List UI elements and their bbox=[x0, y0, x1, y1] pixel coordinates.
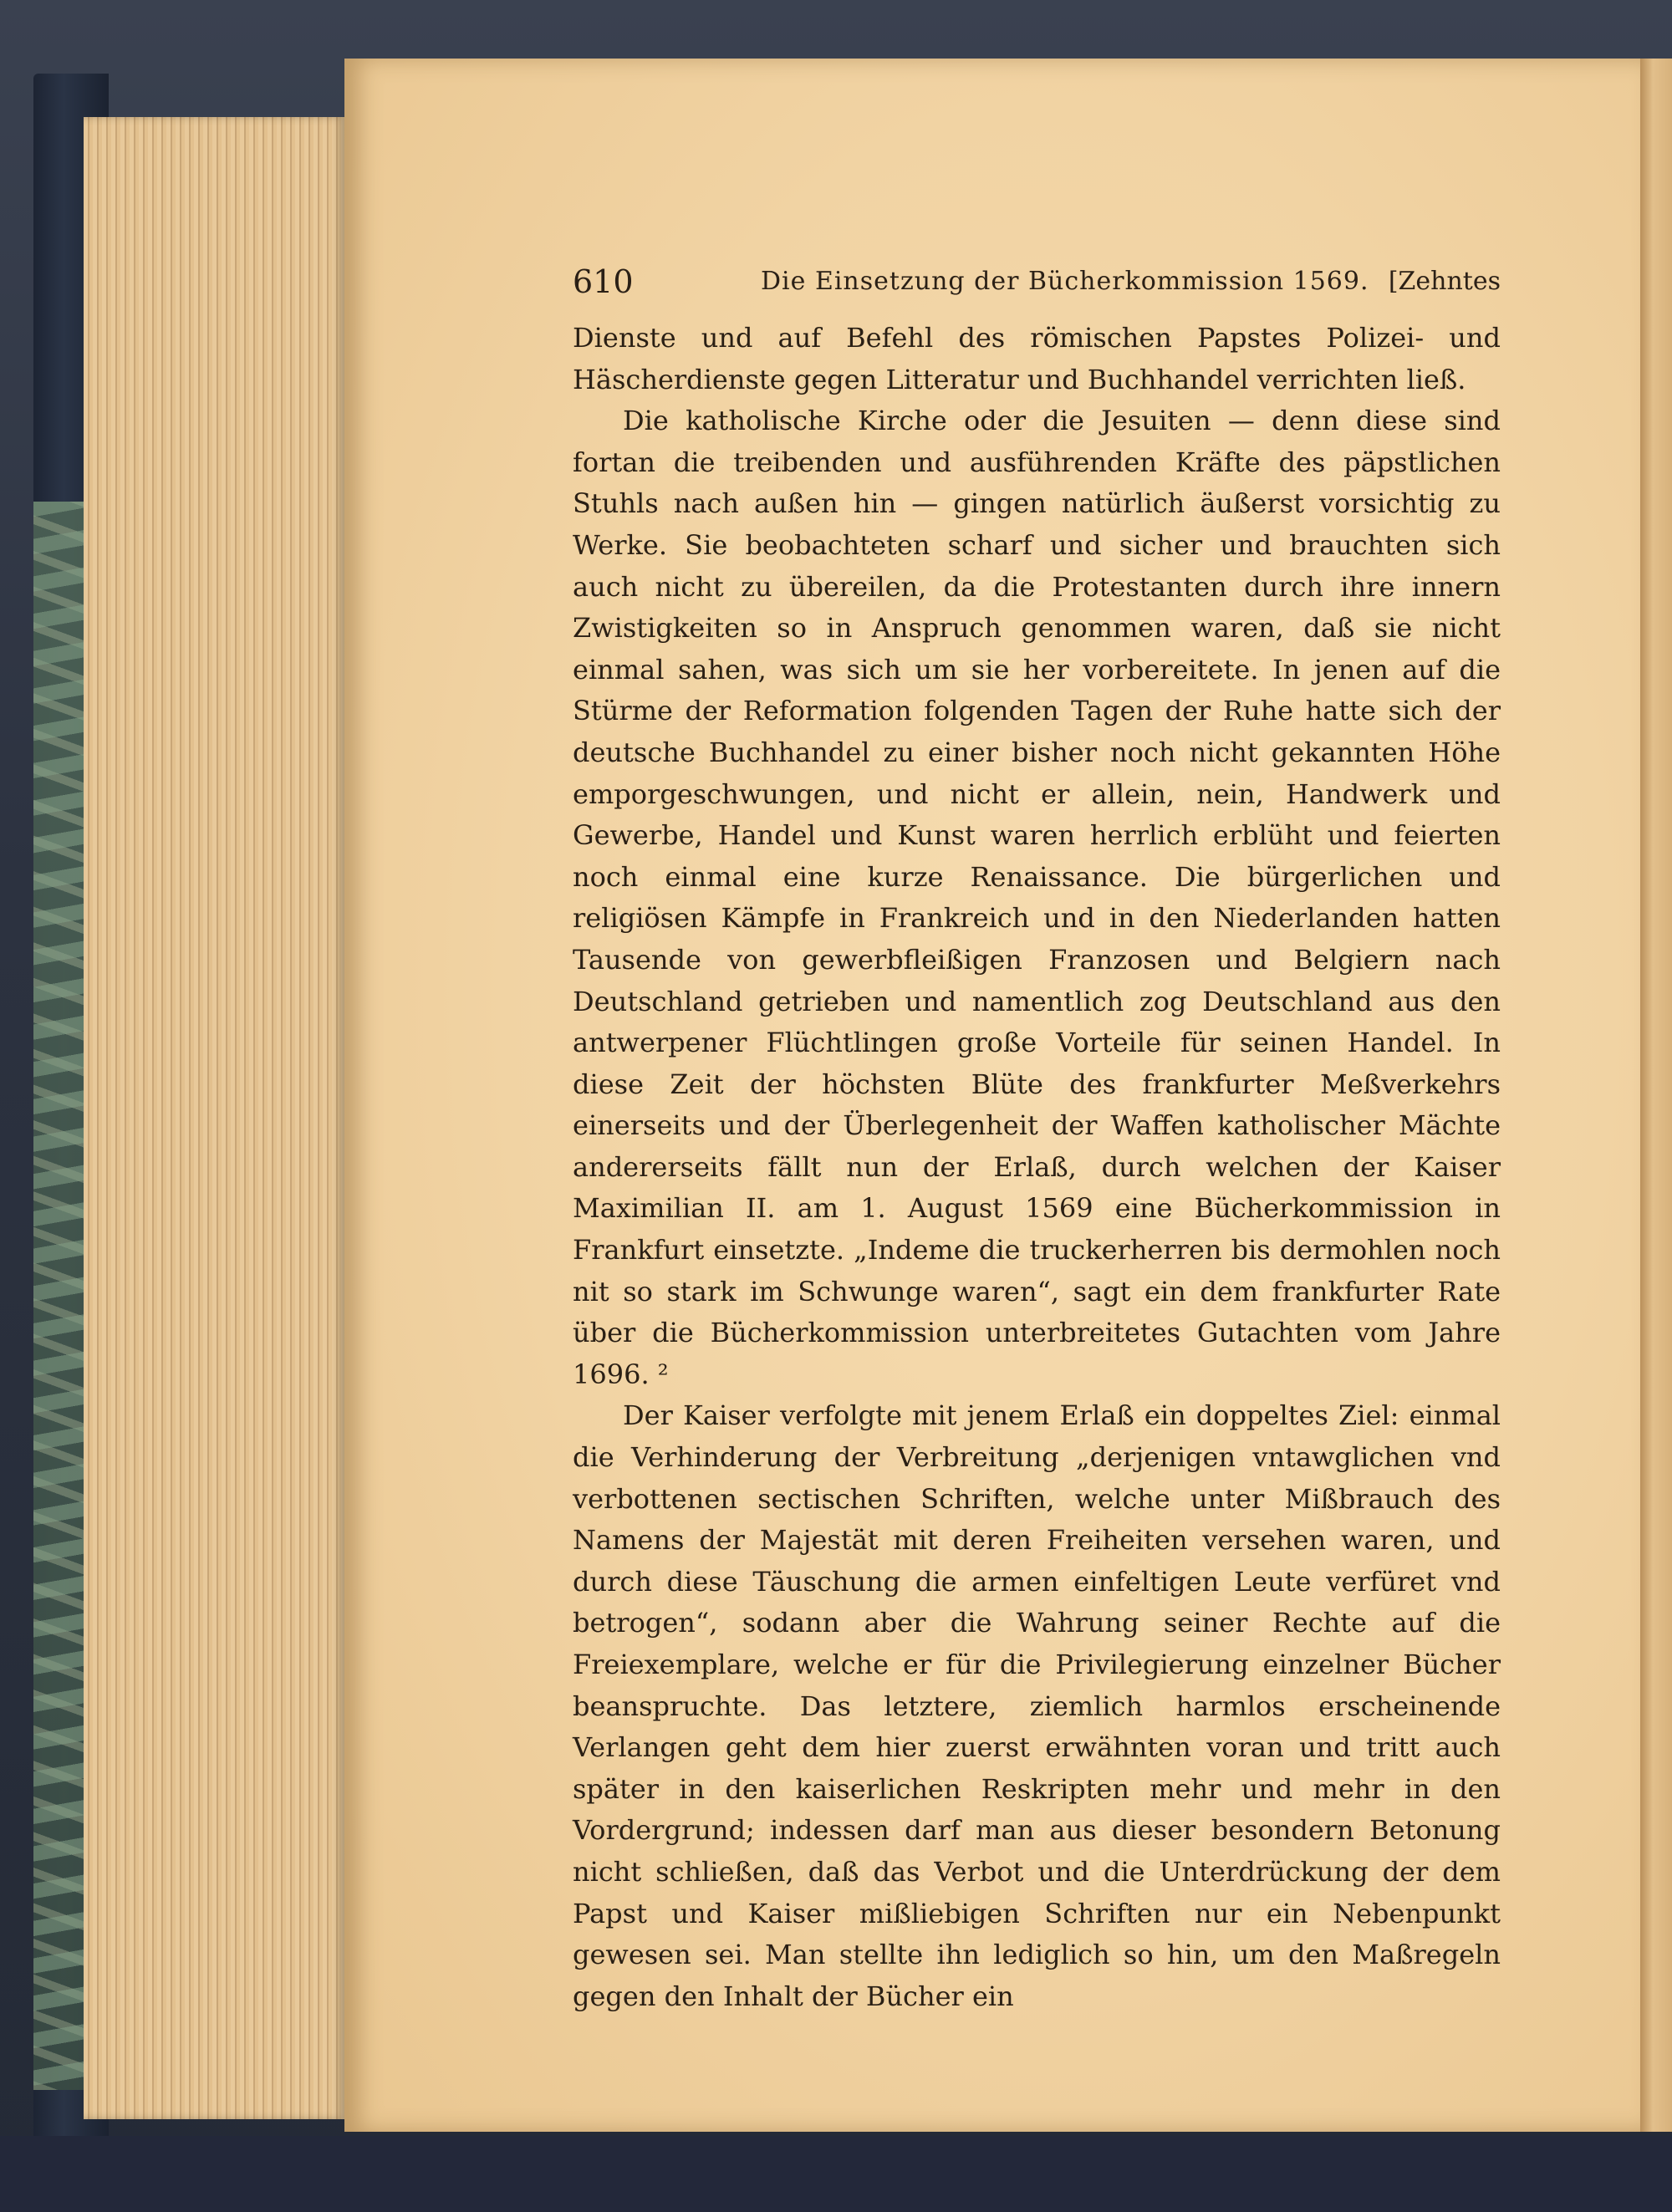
facing-page-edge bbox=[1640, 59, 1672, 2132]
running-head-title: Die Einsetzung der Bücherkommission 1569. bbox=[761, 267, 1369, 296]
bottom-backdrop bbox=[0, 2136, 1672, 2212]
paragraph-3: Der Kaiser verfolgte mit jenem Erlaß ein doppeltes Ziel: einmal die Verhinderung der Verbreitung „derjenigen vntawglichen vnd verbottenen sectischen Schriften, welche unter Mißbrauch des Namens der Majestät mit deren Freiheiten versehen waren, und durch diese Täuschung die armen einfeltigen Leute verfüret vnd betrogen“, sodann aber die Wahrung seiner Rechte auf die Freiexemplare, welche er für die Privilegierung einzelner Bücher beanspruchte. Das letztere, ziemlich harmlos erscheinende Verlangen geht dem hier zuerst erwähnten voran und tritt auch später in den kaiserlichen Reskripten mehr und mehr in den Vordergrund; indessen darf man aus dieser besondern Betonung nicht schließen, daß das Verbot und die Unterdrückung der dem Papst und Kaiser mißliebigen Schriften nur ein Nebenpunkt gewesen sei. Man stellte ihn lediglich so hin, um den Maßregeln gegen den Inhalt der Bücher ein bbox=[573, 1399, 1501, 2012]
paragraph-2: Die katholische Kirche oder die Jesuiten — denn diese sind fortan die treibenden und ausführenden Kräfte des päpstlichen Stuhls nach außen hin — gingen natürlich äußerst vorsichtig zu Werke. Sie beobachteten scharf und sicher und brauchten sich auch nicht zu übereilen, da die Protestanten durch ihre innern Zwistigkeiten so in Anspruch genommen waren, daß sie nicht einmal sahen, was sich um sie her vorbereitete. In jenen auf die Stürme der Reformation folgenden Tagen der Ruhe hatte sich der deutsche Buchhandel zu einer bisher noch nicht gekannten Höhe emporgeschwungen, und nicht er allein, nein, Handwerk und Gewerbe, Handel und Kunst waren herrlich erblüht und feierten noch einmal eine kurze Renaissance. Die bürgerlichen und religiösen Kämpfe in Frankreich und in den Niederlanden hatten Tausende von gewerbfleißigen Franzosen und Belgiern nach Deutschland getrieben und namentlich zog Deutschland aus den antwerpener Flüchtlingen große Vorteile für seinen Handel. In diese Zeit der höchsten Blüte des frankfurter Meßverkehrs einerseits und der Überlegenheit der Waffen katholischer Mächte andererseits fällt nun der Erlaß, durch welchen der Kaiser Maximilian II. am 1. August 1569 eine Bücherkommission in Frankfurt einsetzte. „Indeme die truckerherren bis dermohlen noch nit so stark im Schwunge waren“, sagt ein dem frankfurter Rate über die Bücherkommission unterbreitetes Gutachten vom Jahre 1696. ² bbox=[573, 405, 1501, 1390]
paragraph-1: Dienste und auf Befehl des römischen Papstes Polizei- und Häscherdienste gegen Litteratur und Buchhandel verrichten ließ. bbox=[573, 322, 1501, 395]
running-head bbox=[573, 255, 1501, 305]
running-head-section: [Zehntes bbox=[1388, 267, 1501, 296]
body-text bbox=[573, 318, 1501, 2017]
page-number: 610 bbox=[573, 263, 634, 300]
page-edges bbox=[84, 117, 344, 2119]
